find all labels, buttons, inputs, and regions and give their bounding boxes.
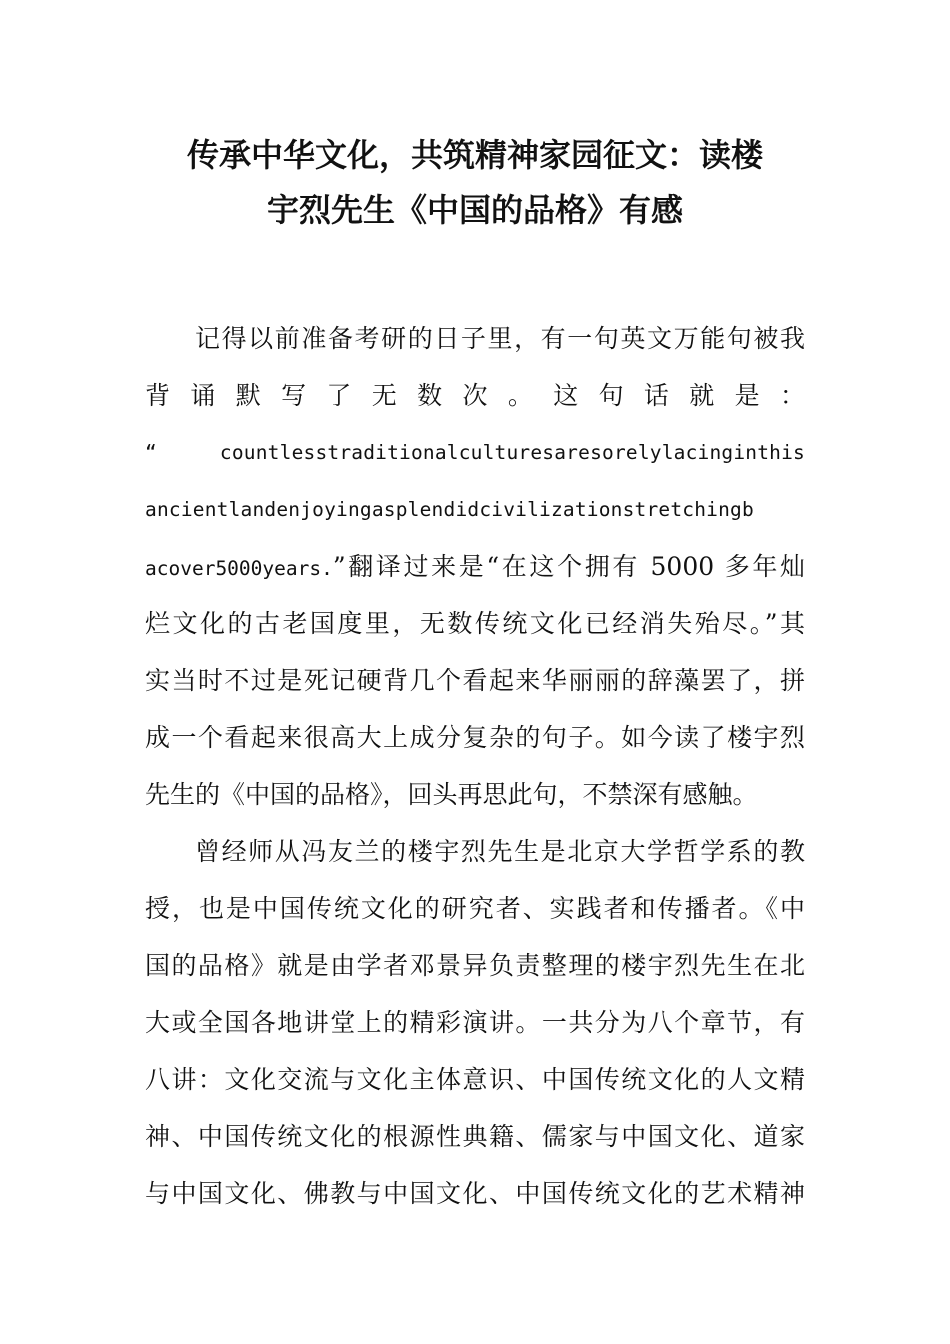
text-line [145, 538, 805, 595]
chinese-fragment: ”翻译过来是“在这个拥有 5000 多年灿 [332, 552, 805, 581]
text-line: 记得以前准备考研的日子里，有一句英文万能句被我 [195, 324, 805, 353]
text-line: 与中国文化、佛教与中国文化、中国传统文化的艺术精神 [145, 1179, 805, 1208]
text-line: “ countlesstraditionalculturesaresorelylacinginthis [145, 441, 805, 464]
text-line: ancientlandenjoyingasplendidcivilizationstretchingb [145, 498, 754, 521]
text-line: 成一个看起来很高大上成分复杂的句子。如今读了楼宇烈 [145, 723, 805, 752]
paragraph-2 [145, 823, 805, 1222]
text-line: 曾经师从冯友兰的楼宇烈先生是北京大学哲学系的教 [195, 837, 805, 866]
paragraph-1 [145, 310, 805, 823]
text-line: 国的品格》就是由学者邓景异负责整理的楼宇烈先生在北 [145, 951, 805, 980]
text-line: 烂文化的古老国度里，无数传统文化已经消失殆尽。”其 [145, 609, 805, 638]
text-line: 先生的《中国的品格》，回头再思此句，不禁深有感触。 [145, 780, 758, 809]
text-line: 实当时不过是死记硬背几个看起来华丽丽的辞藻罢了，拼 [145, 666, 805, 695]
title-line-1: 传承中华文化，共筑精神家园征文：读楼 [186, 136, 763, 174]
text-line: 八讲：文化交流与文化主体意识、中国传统文化的人文精 [145, 1065, 805, 1094]
document-body [145, 310, 805, 1222]
text-line: 授，也是中国传统文化的研究者、实践者和传播者。《中 [145, 894, 805, 923]
text-line: 神、中国传统文化的根源性典籍、儒家与中国文化、道家 [145, 1122, 805, 1151]
text-line: 背 诵 默 写 了 无 数 次 。 这 句 话 就 是 ： [145, 381, 805, 410]
title-line-2: 宇烈先生《中国的品格》有感 [266, 191, 683, 229]
text-line: 大或全国各地讲堂上的精彩演讲。一共分为八个章节，有 [145, 1008, 805, 1037]
english-fragment: acover5000years. [145, 557, 333, 580]
document-title [145, 128, 805, 238]
